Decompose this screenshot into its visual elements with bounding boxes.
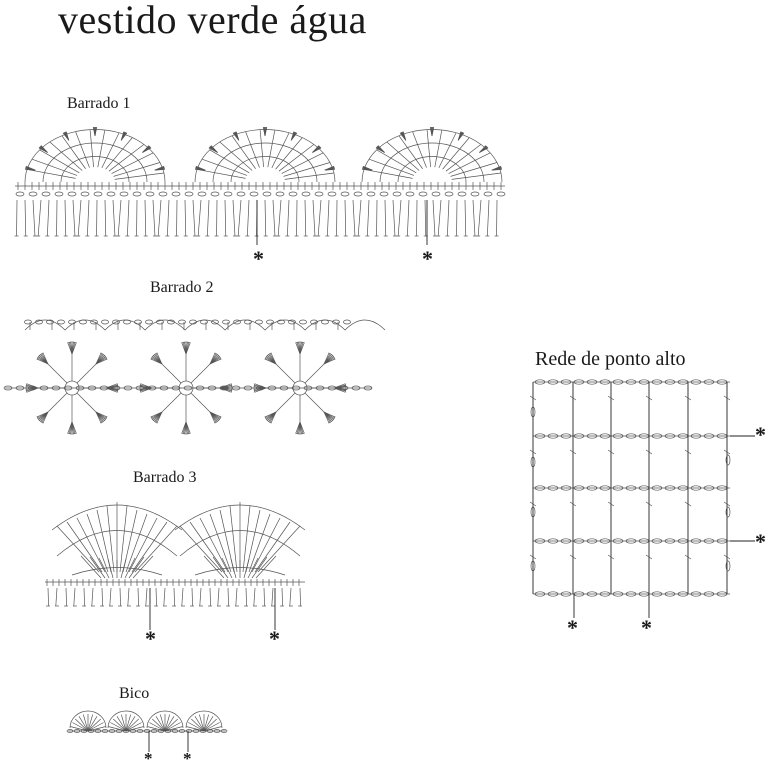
barrado-1-repeat-marker: *	[422, 246, 433, 271]
chain-stitch	[458, 192, 466, 196]
stitch-line	[105, 200, 106, 236]
stitch-line	[276, 138, 302, 169]
stitch-line	[185, 200, 186, 236]
stitch-line	[231, 559, 236, 578]
chain-stitch	[354, 192, 362, 196]
stitch-line	[236, 588, 237, 606]
chain-stitch	[179, 320, 186, 324]
chain-stitch	[267, 320, 274, 324]
stitch-line	[300, 588, 301, 606]
chain-stitch	[245, 320, 252, 324]
chain-stitch	[201, 320, 208, 324]
chain-stitch	[58, 320, 65, 324]
stitch-line	[120, 588, 121, 606]
stitch-line	[192, 588, 193, 606]
stitch-line	[66, 588, 67, 606]
stitch-arc	[61, 157, 129, 183]
stitch-line	[313, 200, 315, 236]
stitch-line	[76, 132, 90, 168]
stitch-line	[278, 200, 281, 236]
chain-stitch	[55, 192, 63, 196]
chain-stitch	[146, 192, 154, 196]
chain-stitch	[94, 192, 102, 196]
stitch-line	[164, 588, 165, 606]
chain-stitch	[484, 192, 492, 196]
stitch-line	[110, 588, 111, 606]
chain-stitch	[81, 192, 89, 196]
stitch-line	[443, 138, 469, 169]
chain-stitch	[68, 192, 76, 196]
stitch-line	[65, 200, 66, 236]
chain-stitch	[256, 320, 263, 324]
chain-stitch	[80, 320, 87, 324]
stitch-line	[218, 588, 219, 606]
chain-stitch	[380, 192, 388, 196]
stitch-line	[48, 588, 49, 606]
chain-stitch	[315, 192, 323, 196]
stitch-line	[138, 588, 139, 606]
stitch-line	[120, 506, 127, 572]
stitch-line	[427, 130, 430, 167]
stitch-line	[233, 200, 235, 236]
chain-stitch	[69, 320, 76, 324]
stitch-line	[90, 130, 93, 167]
stitch-arc	[398, 157, 466, 183]
stitch-line	[62, 136, 85, 169]
rede-label: Rede de ponto alto	[535, 348, 686, 370]
stitch-line	[367, 200, 369, 236]
stitch-line	[264, 588, 265, 606]
stitch-line	[107, 506, 114, 572]
stitch-line	[81, 556, 101, 578]
chain-stitch	[419, 192, 427, 196]
stitch-line	[132, 522, 167, 572]
chain-stitch	[445, 192, 453, 196]
stitch-line	[327, 200, 329, 236]
chain-stitch	[124, 320, 131, 324]
stitch-line	[174, 588, 175, 606]
bico-repeat-marker: *	[183, 749, 192, 768]
stitch-line	[473, 200, 475, 236]
stitch-line	[290, 588, 291, 606]
stitch-line	[197, 169, 246, 178]
chain-stitch	[263, 192, 271, 196]
stitch-line	[393, 200, 395, 236]
diagram-title: vestido verde água	[58, 0, 367, 42]
chain-stitch	[328, 192, 336, 196]
stitch-line	[435, 131, 442, 168]
stitch-line	[385, 200, 386, 236]
stitch-line	[364, 169, 413, 178]
chain-stitch	[135, 320, 142, 324]
stitch-line	[254, 588, 255, 606]
stitch-line	[204, 556, 224, 578]
stitch-line	[268, 131, 275, 168]
stitch-line	[425, 200, 426, 236]
stitch-line	[318, 200, 321, 236]
stitch-line	[279, 145, 314, 172]
stitch-line	[92, 588, 93, 606]
stitch-line	[255, 522, 290, 572]
stitch-line	[265, 200, 266, 236]
stitch-line	[121, 559, 126, 578]
chain-stitch	[237, 192, 245, 196]
chain-stitch	[344, 320, 351, 324]
chain-stitch	[341, 192, 349, 196]
stitch-line	[133, 556, 153, 578]
stitch-line	[244, 559, 249, 578]
chain-stitch	[133, 192, 141, 196]
stitch-line	[447, 200, 449, 236]
stitch-arc	[25, 130, 165, 183]
stitch-line	[182, 588, 183, 606]
stitch-line	[282, 588, 283, 606]
chain-stitch	[300, 320, 307, 324]
stitch-line	[198, 200, 201, 236]
stitch-line	[74, 588, 75, 606]
stitch-line	[27, 169, 76, 178]
barrado-1-repeat-marker: *	[253, 246, 264, 271]
barrado-2-label: Barrado 2	[150, 279, 214, 296]
stitch-line	[478, 200, 481, 236]
stitch-line	[50, 142, 82, 170]
stitch-line	[243, 506, 250, 572]
stitch-line	[387, 142, 419, 170]
stitch-line	[167, 200, 169, 236]
chain-stitch	[211, 192, 219, 196]
stitch-line	[47, 200, 49, 236]
chain-stitch	[25, 320, 32, 324]
barrado-3-label: Barrado 3	[133, 469, 197, 486]
chain-stitch	[322, 320, 329, 324]
stitch-line	[228, 588, 229, 606]
stitch-line	[108, 559, 113, 578]
stitch-line	[106, 138, 132, 169]
chain-stitch	[29, 192, 37, 196]
stitch-line	[25, 200, 26, 236]
chain-stitch	[159, 192, 167, 196]
stitch-line	[158, 200, 161, 236]
chain-stitch	[16, 192, 24, 196]
stitch-line	[345, 200, 346, 236]
stitch-line	[56, 588, 57, 606]
chain-stitch	[302, 192, 310, 196]
chain-stitch	[198, 192, 206, 196]
stitch-line	[109, 145, 144, 172]
stitch-arc	[362, 130, 502, 183]
rede-chart	[530, 380, 755, 618]
stitch-line	[305, 200, 306, 236]
stitch-line	[272, 588, 273, 606]
stitch-line	[358, 200, 361, 236]
stitch-line	[272, 133, 289, 168]
stitch-line	[439, 133, 456, 168]
stitch-line	[73, 200, 75, 236]
stitch-arc	[213, 143, 317, 182]
stitch-line	[210, 588, 211, 606]
stitch-arc	[195, 130, 335, 182]
stitch-line	[238, 200, 241, 236]
stitch-arc	[43, 143, 147, 182]
rede-column-marker: *	[567, 615, 578, 640]
rede-column-marker: *	[641, 615, 652, 640]
chain-stitch	[172, 192, 180, 196]
chain-stitch	[432, 192, 440, 196]
chain-stitch	[234, 320, 241, 324]
barrado-1-chart	[15, 127, 505, 245]
barrado-3-repeat-marker: *	[269, 626, 280, 651]
stitch-line	[399, 136, 422, 169]
stitch-line	[246, 132, 260, 168]
stitch-line	[353, 200, 355, 236]
stitch-line	[190, 522, 225, 572]
rede-row-marker: *	[755, 529, 766, 554]
barrado-1-label: Barrado 1	[67, 95, 131, 112]
stitch-line	[145, 200, 146, 236]
stitch-line	[146, 588, 147, 606]
barrado-3-chart	[45, 502, 305, 630]
stitch-line	[78, 200, 81, 236]
stitch-line	[193, 200, 195, 236]
stitch-line	[256, 556, 276, 578]
chain-stitch	[250, 192, 258, 196]
stitch-line	[220, 142, 252, 170]
stitch-line	[33, 200, 35, 236]
chain-stitch	[224, 192, 232, 196]
stitch-line	[67, 522, 102, 572]
chain-stitch	[276, 192, 284, 196]
stitch-line	[38, 200, 41, 236]
chain-stitch	[107, 192, 115, 196]
chain-stitch	[367, 192, 375, 196]
chain-stitch	[120, 192, 128, 196]
stitch-line	[98, 131, 105, 168]
stitch-line	[84, 588, 85, 606]
chain-stitch	[393, 192, 401, 196]
chain-stitch	[289, 192, 297, 196]
stitch-line	[87, 200, 89, 236]
stitch-line	[433, 200, 435, 236]
stitch-line	[407, 200, 409, 236]
stitch-line	[225, 200, 226, 236]
bico-repeat-marker: *	[144, 749, 153, 768]
stitch-arc	[231, 157, 299, 183]
stitch-line	[113, 200, 115, 236]
stitch-line	[287, 200, 289, 236]
chain-stitch	[42, 192, 50, 196]
stitch-line	[413, 132, 427, 168]
barrado-3-repeat-marker: *	[145, 626, 156, 651]
stitch-line	[465, 200, 466, 236]
stitch-line	[246, 588, 247, 606]
stitch-line	[260, 130, 263, 167]
chain-stitch	[185, 192, 193, 196]
stitch-line	[230, 506, 237, 572]
stitch-line	[153, 200, 155, 236]
chain-stitch	[212, 320, 219, 324]
chain-stitch	[146, 320, 153, 324]
stitch-arc	[380, 143, 484, 182]
stitch-line	[102, 133, 119, 168]
stitch-line	[128, 588, 129, 606]
rede-row-marker: *	[755, 422, 766, 447]
chain-stitch	[471, 192, 479, 196]
chain-stitch	[102, 320, 109, 324]
stitch-line	[156, 588, 157, 606]
stitch-line	[487, 200, 489, 236]
stitch-line	[446, 145, 481, 172]
chain-stitch	[497, 192, 505, 196]
barrado-2-chart	[4, 320, 385, 434]
stitch-line	[232, 136, 255, 169]
bico-chart	[67, 711, 227, 752]
stitch-line	[247, 200, 249, 236]
stitch-line	[207, 200, 209, 236]
stitch-line	[273, 200, 275, 236]
stitch-line	[118, 200, 121, 236]
stitch-arc	[25, 320, 385, 330]
stitch-line	[127, 200, 129, 236]
stitch-line	[102, 588, 103, 606]
stitch-line	[438, 200, 441, 236]
chain-stitch	[223, 320, 230, 324]
bico-label: Bico	[119, 685, 150, 702]
chain-stitch	[406, 192, 414, 196]
stitch-line	[398, 200, 401, 236]
stitch-line	[200, 588, 201, 606]
